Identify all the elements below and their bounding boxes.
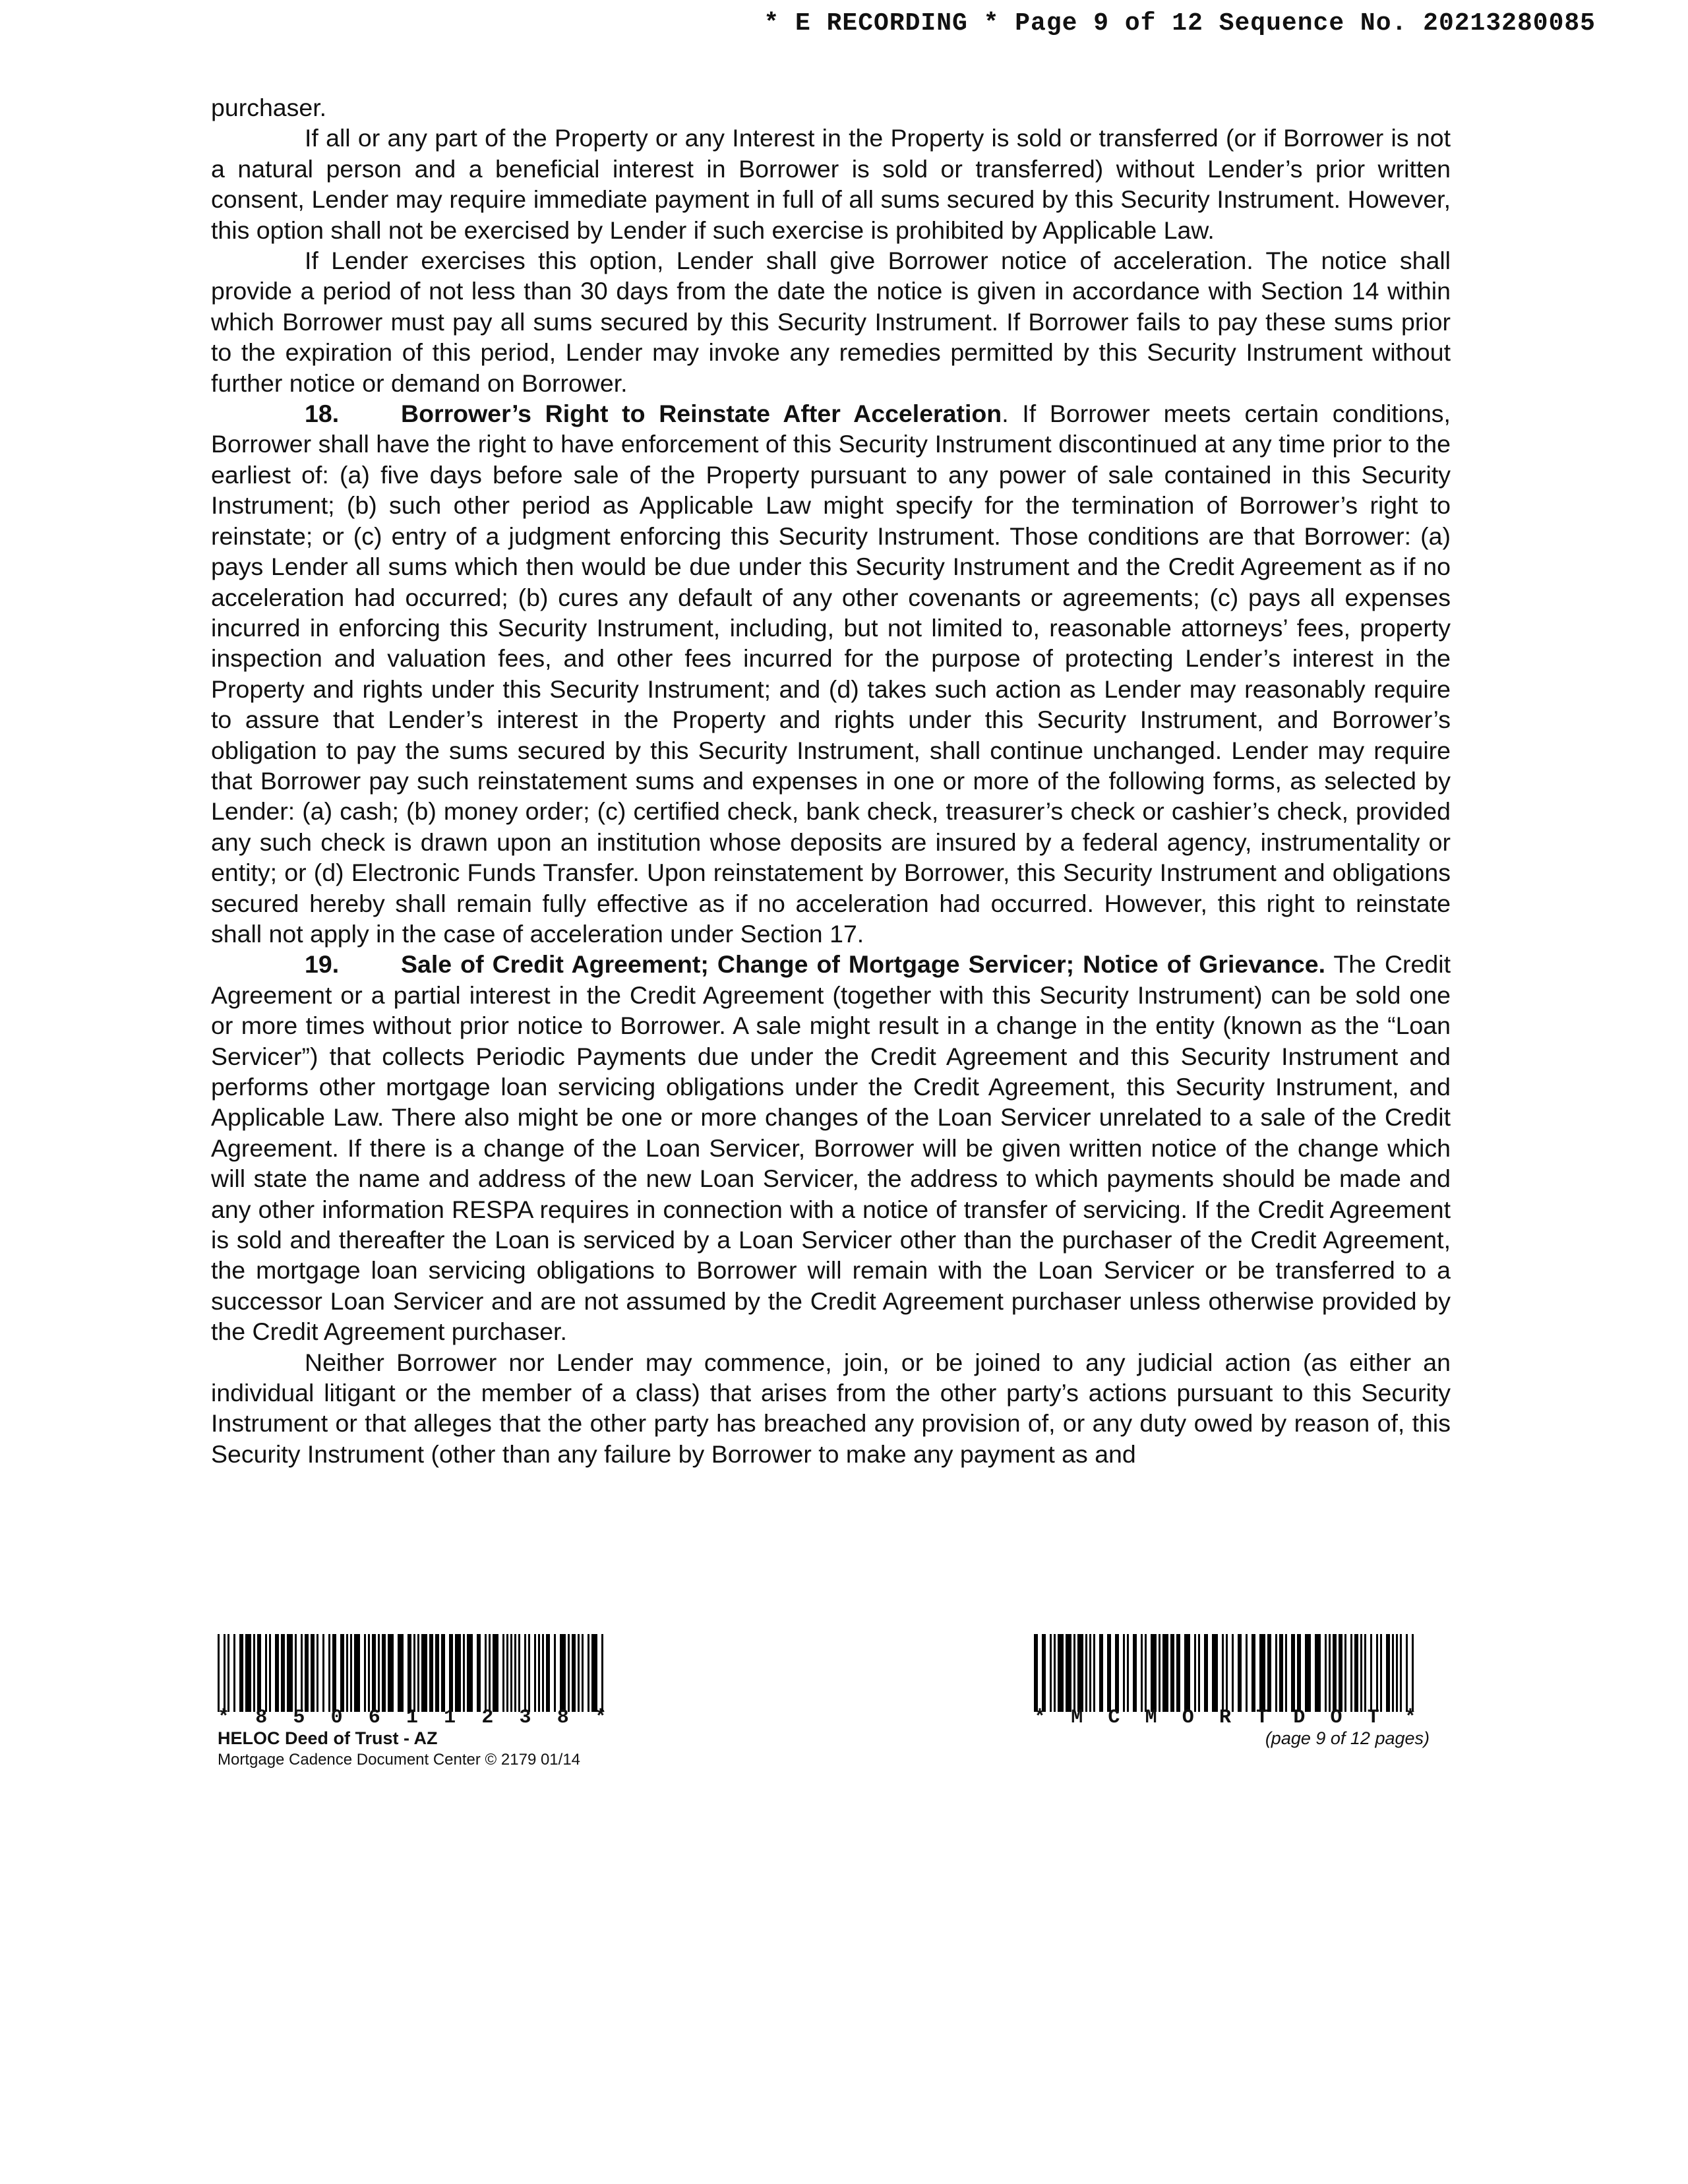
barcode-bar bbox=[1305, 1634, 1311, 1712]
barcode-bar bbox=[524, 1634, 526, 1712]
barcode-bar bbox=[514, 1634, 516, 1712]
section-18 bbox=[211, 398, 1451, 949]
form-barcode bbox=[1034, 1634, 1416, 1712]
barcode-bar bbox=[1151, 1634, 1157, 1712]
barcode-bar bbox=[1194, 1634, 1196, 1712]
barcode-bar bbox=[257, 1634, 261, 1712]
barcode-bar bbox=[1184, 1634, 1190, 1712]
barcode-bar bbox=[1380, 1634, 1382, 1712]
barcode-bar bbox=[227, 1634, 229, 1712]
barcode-char: M bbox=[1145, 1707, 1157, 1729]
barcode-bar bbox=[1222, 1634, 1224, 1712]
barcode-bar bbox=[1386, 1634, 1390, 1712]
barcode-bar bbox=[1042, 1634, 1046, 1712]
barcode-bar bbox=[572, 1634, 576, 1712]
barcode-bar bbox=[388, 1634, 394, 1712]
barcode-bar bbox=[1275, 1634, 1277, 1712]
barcode-bar bbox=[1054, 1634, 1056, 1712]
barcode-bar bbox=[560, 1634, 566, 1712]
barcode-bar bbox=[413, 1634, 415, 1712]
barcode-bar bbox=[295, 1634, 297, 1712]
barcode-bar bbox=[281, 1634, 285, 1712]
barcode-bar bbox=[328, 1634, 330, 1712]
barcode-char: 1 bbox=[444, 1707, 456, 1729]
footer-left bbox=[218, 1634, 626, 1771]
barcode-bar bbox=[1364, 1634, 1366, 1712]
barcode-bar bbox=[429, 1634, 433, 1712]
barcode-bar bbox=[1162, 1634, 1168, 1712]
barcode-bar bbox=[265, 1634, 267, 1712]
barcode-char: * bbox=[218, 1707, 230, 1729]
barcode-bar bbox=[354, 1634, 360, 1712]
barcode-bar bbox=[378, 1634, 380, 1712]
barcode-bar bbox=[316, 1634, 318, 1712]
paragraph-acceleration-notice: If Lender exercises this option, Lender shall give Borrower notice of acceleration. The notice shall provide a period of not less than 30 days from the date the notice is given in accordance with Section 14 within which Borrower must pay all sums secured by this Security Instrument. If Borrower fails to pay these sums prior to the expiration of this period, Lender may invoke any remedies permitted by this Security Instrument without further notice or demand on Borrower. bbox=[211, 247, 1451, 397]
barcode-bar bbox=[542, 1634, 544, 1712]
barcode-char: O bbox=[1182, 1707, 1194, 1729]
barcode-bar bbox=[1279, 1634, 1283, 1712]
barcode-char: D bbox=[1293, 1707, 1306, 1729]
barcode-bar bbox=[332, 1634, 336, 1712]
barcode-bar bbox=[1159, 1634, 1160, 1712]
section-19-title: Sale of Credit Agreement; Change of Mortgage Servicer; Notice of Grievance. bbox=[401, 950, 1325, 979]
barcode-bar bbox=[253, 1634, 255, 1712]
barcode-bar bbox=[1107, 1634, 1111, 1712]
barcode-bar bbox=[554, 1634, 556, 1712]
barcode-bar bbox=[233, 1634, 235, 1712]
barcode-bar bbox=[421, 1634, 427, 1712]
barcode-bar bbox=[1127, 1634, 1129, 1712]
barcode-bar bbox=[502, 1634, 504, 1712]
barcode-bar bbox=[441, 1634, 445, 1712]
barcode-bar bbox=[546, 1634, 550, 1712]
document-center: Mortgage Cadence Document Center © 2179 01/14 bbox=[218, 1751, 581, 1769]
barcode-bar bbox=[382, 1634, 386, 1712]
recording-header: * E RECORDING * Page 9 of 12 Sequence No. 20213280085 bbox=[764, 9, 1596, 38]
barcode-bar bbox=[1093, 1634, 1095, 1712]
barcode-bar bbox=[1238, 1634, 1242, 1712]
barcode-bar bbox=[1360, 1634, 1362, 1712]
barcode-bar bbox=[1267, 1634, 1271, 1712]
paragraph-transfer: If all or any part of the Property or any Interest in the Property is sold or transferred (or if Borrower is not a natural person and a beneficial interest in Borrower is sold or transferred) without Lender’s prior written consent, Lender may require immediate payment in full of all sums secured by this Security Instrument. However, this option shall not be exercised by Lender if such exercise is prohibited by Applicable Law. bbox=[211, 124, 1451, 244]
barcode-bar bbox=[218, 1634, 220, 1712]
barcode-char: * bbox=[1034, 1707, 1046, 1729]
barcode-char: * bbox=[1404, 1707, 1416, 1729]
barcode-bar bbox=[1212, 1634, 1218, 1712]
barcode-char: 2 bbox=[481, 1707, 494, 1729]
barcode-bar bbox=[301, 1634, 303, 1712]
barcode-bar bbox=[1400, 1634, 1402, 1712]
barcode-char: 6 bbox=[368, 1707, 380, 1729]
barcode-bar bbox=[1089, 1634, 1091, 1712]
barcode-bar bbox=[417, 1634, 419, 1712]
barcode-bar bbox=[518, 1634, 520, 1712]
barcode-bar bbox=[1325, 1634, 1327, 1712]
barcode-bar bbox=[1370, 1634, 1372, 1712]
barcode-bar bbox=[350, 1634, 352, 1712]
barcode-bar bbox=[1232, 1634, 1234, 1712]
barcode-bar bbox=[1339, 1634, 1342, 1712]
barcode-bar bbox=[372, 1634, 376, 1712]
barcode-bar bbox=[477, 1634, 481, 1712]
barcode-bar bbox=[1226, 1634, 1228, 1712]
barcode-bar bbox=[1176, 1634, 1180, 1712]
barcode-bar bbox=[305, 1634, 309, 1712]
barcode-bar bbox=[1066, 1634, 1071, 1712]
barcode-bar bbox=[1085, 1634, 1087, 1712]
document-name: HELOC Deed of Trust - AZ bbox=[218, 1728, 438, 1748]
barcode-bar bbox=[1392, 1634, 1394, 1712]
barcode-bar bbox=[449, 1634, 453, 1712]
barcode-bar bbox=[269, 1634, 271, 1712]
barcode-bar bbox=[485, 1634, 487, 1712]
barcode-bar bbox=[510, 1634, 512, 1712]
paragraph-judicial-action: Neither Borrower nor Lender may commence, join, or be joined to any judicial action (as either an individual litigant or the member of a class) that arises from the other party’s actions pursuant to this Security Instrument or that alleges that the other party has breached any provision of, or any duty owed by reason of, this Security Instrument (other than any failure by Borrower to make any payment as and bbox=[211, 1348, 1451, 1468]
barcode-bar bbox=[1329, 1634, 1331, 1712]
barcode-bar bbox=[493, 1634, 498, 1712]
barcode-bar bbox=[455, 1634, 461, 1712]
barcode-bar bbox=[588, 1634, 589, 1712]
barcode-bar bbox=[346, 1634, 348, 1712]
barcode-bar bbox=[538, 1634, 540, 1712]
barcode-bar bbox=[1198, 1634, 1200, 1712]
barcode-bar bbox=[322, 1634, 324, 1712]
barcode-bar bbox=[1406, 1634, 1408, 1712]
barcode-char: 8 bbox=[557, 1707, 569, 1729]
document-body bbox=[211, 92, 1451, 1469]
barcode-bar bbox=[1285, 1634, 1287, 1712]
barcode-bar bbox=[311, 1634, 315, 1712]
barcode-bar bbox=[1396, 1634, 1398, 1712]
paragraph-purchaser: purchaser. bbox=[211, 94, 327, 121]
barcode-bar bbox=[1350, 1634, 1352, 1712]
barcode-bar bbox=[534, 1634, 536, 1712]
barcode-bar bbox=[340, 1634, 344, 1712]
barcode-bar bbox=[1133, 1634, 1137, 1712]
barcode-bar bbox=[1073, 1634, 1075, 1712]
barcode-bar bbox=[1259, 1634, 1265, 1712]
barcode-bar bbox=[528, 1634, 530, 1712]
barcode-bar bbox=[1297, 1634, 1301, 1712]
barcode-bar bbox=[467, 1634, 473, 1712]
page-count-note: (page 9 of 12 pages) bbox=[1265, 1728, 1430, 1748]
barcode-bar bbox=[398, 1634, 404, 1712]
barcode-bar bbox=[1058, 1634, 1064, 1712]
section-19 bbox=[211, 949, 1451, 1347]
barcode-bar bbox=[368, 1634, 370, 1712]
barcode-bar bbox=[275, 1634, 279, 1712]
barcode-bar bbox=[287, 1634, 293, 1712]
barcode-bar bbox=[245, 1634, 251, 1712]
barcode-bar bbox=[489, 1634, 491, 1712]
barcode-bar bbox=[364, 1634, 366, 1712]
barcode-bar bbox=[568, 1634, 570, 1712]
section-18-text: . If Borrower meets certain conditions, Borrower shall have the right to have enforcement of this Security Instrument discontinued at any time prior to the earliest of: (a) five days before sale of the Property pursuant to any power of sale contained in this Security Instrument; (b) such other period as Applicable Law might specify for the termination of Borrower’s right to reinstate; or (c) entry of a judgment enforcing this Security Instrument. Those conditions are that Borrower: (a) pays Lender all sums which then would be due under this Security Instrument and the Credit Agreement as if no acceleration had occurred; (b) cures any default of any other covenants or agreements; (c) pays all expenses incurred in enforcing this Security Instrument, including, but not limited to, reasonable attorneys’ fees, property inspection and valuation fees, and other fees incurred for the purpose of protecting Lender’s interest in the Property and rights under this Security Instrument; and (d) takes such action as Lender may reasonably require to assure that Lender’s interest in the Property and rights under this Security Instrument, and Borrower’s obligation to pay the sums secured by this Security Instrument, shall continue unchanged. Lender may require that Borrower pay such reinstatement sums and expenses in one or more of the following forms, as selected by Lender: (a) cash; (b) money order; (c) certified check, bank check, treasurer’s check or cashier’s check, provided any such check is drawn upon an institution whose deposits are insured by a federal agency, instrumentality or entity; or (d) Electronic Funds Transfer. Upon reinstatement by Borrower, this Security Instrument and obligations secured hereby shall remain fully effective as if no acceleration had occurred. However, this right to reinstate shall not apply in the case of acceleration under Section 17. bbox=[211, 400, 1451, 948]
barcode-bar bbox=[506, 1634, 508, 1712]
barcode-bar bbox=[1141, 1634, 1143, 1712]
footer-right bbox=[1034, 1634, 1456, 1749]
barcode-char: T bbox=[1367, 1707, 1379, 1729]
section-18-title: Borrower’s Right to Reinstate After Acceleration bbox=[401, 400, 1002, 428]
barcode-bar bbox=[435, 1634, 439, 1712]
barcode-bar bbox=[1050, 1634, 1052, 1712]
barcode-bar bbox=[1333, 1634, 1337, 1712]
barcode-char: 0 bbox=[330, 1707, 343, 1729]
barcode-bar bbox=[463, 1634, 465, 1712]
barcode-char: M bbox=[1071, 1707, 1083, 1729]
section-18-number: 18. bbox=[305, 400, 340, 428]
barcode-char: O bbox=[1330, 1707, 1342, 1729]
section-19-number: 19. bbox=[305, 950, 340, 979]
barcode-bar bbox=[1291, 1634, 1295, 1712]
barcode-bar bbox=[1077, 1634, 1083, 1712]
barcode-char: 3 bbox=[519, 1707, 531, 1729]
barcode-bar bbox=[1376, 1634, 1378, 1712]
barcode-char: * bbox=[594, 1707, 607, 1729]
barcode-bar bbox=[1412, 1634, 1414, 1712]
barcode-bar bbox=[1251, 1634, 1255, 1712]
barcode-char: C bbox=[1108, 1707, 1120, 1729]
barcode-bar bbox=[1099, 1634, 1103, 1712]
barcode-bar bbox=[1145, 1634, 1147, 1712]
loan-barcode bbox=[218, 1634, 607, 1712]
barcode-char: T bbox=[1256, 1707, 1269, 1729]
barcode-bar bbox=[407, 1634, 411, 1712]
barcode-bar bbox=[1246, 1634, 1248, 1712]
barcode-char: R bbox=[1219, 1707, 1231, 1729]
barcode-bar bbox=[1115, 1634, 1119, 1712]
barcode-bar bbox=[578, 1634, 580, 1712]
section-19-text: The Credit Agreement or a partial interest in the Credit Agreement (together with this Security Instrument) can be sold one or more times without prior notice to Borrower. A sale might result in a change in the entity (known as the “Loan Servicer”) that collects Periodic Payments due under the Credit Agreement and this Security Instrument and performs other mortgage loan servicing obligations under the Credit Agreement, this Security Instrument, and Applicable Law. There also might be one or more changes of the Loan Servicer unrelated to a sale of the Credit Agreement. If there is a change of the Loan Servicer, Borrower will be given written notice of the change which will state the name and address of the new Loan Servicer, the address to which payments should be made and any other information RESPA requires in connection with a notice of transfer of servicing. If the Credit Agreement is sold and thereafter the Loan is serviced by a Loan Servicer other than the purchaser of the Credit Agreement, the mortgage loan servicing obligations to Borrower will remain with the Loan Servicer or be transferred to a successor Loan Servicer and are not assumed by the Credit Agreement purchaser unless otherwise provided by the Credit Agreement purchaser. bbox=[211, 950, 1451, 1346]
barcode-bar bbox=[1034, 1634, 1038, 1712]
barcode-bar bbox=[1170, 1634, 1174, 1712]
barcode-bar bbox=[1204, 1634, 1208, 1712]
barcode-char: 8 bbox=[255, 1707, 268, 1729]
barcode-bar bbox=[1315, 1634, 1321, 1712]
barcode-char: 5 bbox=[293, 1707, 305, 1729]
barcode-bar bbox=[1344, 1634, 1346, 1712]
barcode-bar bbox=[1354, 1634, 1358, 1712]
barcode-bar bbox=[601, 1634, 603, 1712]
barcode-char: 1 bbox=[406, 1707, 418, 1729]
barcode-bar bbox=[591, 1634, 597, 1712]
barcode-bar bbox=[582, 1634, 584, 1712]
barcode-bar bbox=[224, 1634, 226, 1712]
barcode-bar bbox=[1123, 1634, 1125, 1712]
barcode-bar bbox=[239, 1634, 243, 1712]
